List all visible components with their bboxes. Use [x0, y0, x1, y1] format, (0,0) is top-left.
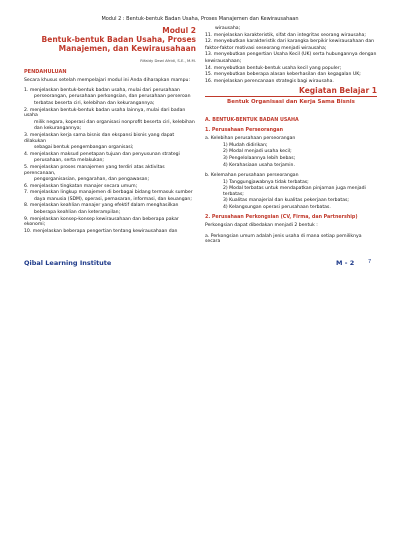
- running-header: Modul 2 : Bentuk-bentuk Badan Usaha, Proses Manajemen dan Kewirausahaan: [101, 16, 299, 22]
- text-line: 5. menjelaskan proses manajemen yang terdiri atas aktivitas perencanaan,: [24, 164, 165, 176]
- text-line: 4. menjelaskan maksud penetapan tujuan dan penyusunan strategi: [24, 151, 180, 157]
- activity-title: Kegiatan Belajar 1: [205, 86, 377, 97]
- text-line: sebagai bentuk pengembangan organisasi;: [34, 145, 134, 151]
- text-line: 1. menjelaskan bentuk-bentuk badan usaha, mulai dari perusahaan: [24, 87, 180, 93]
- text-line: 15. menyebutkan beberapa alasan keberhasilan dan kegagalan UK;: [205, 72, 361, 78]
- objectives-list-cont: [205, 26, 377, 84]
- activity-subtitle: Bentuk Organisasi dan Kerja Sama Bisnis: [227, 99, 355, 106]
- footer-module-ref: M - 2: [336, 259, 355, 267]
- text-line: wirausaha;: [215, 26, 241, 31]
- section-a-heading: A. BENTUK-BENTUK BADAN USAHA: [205, 117, 299, 123]
- text-line: 14. menyebutkan bentuk-bentuk usaha kecil yang populer;: [205, 65, 342, 71]
- text-line: [205, 169, 377, 172]
- text-line: 11. menjelaskan karakteristik, sifat dan integritas seorang wirausaha;: [205, 32, 366, 38]
- objectives-list: [24, 88, 196, 235]
- text-line: perusahaan, serta melakukan;: [34, 158, 104, 164]
- text-line: 3) Kualitas manajerial dan kualitas pekerjaan terbatas;: [223, 198, 349, 204]
- text-line: kewirausahaan;: [205, 58, 242, 64]
- text-line: 6. menjelaskan tingkatan manajer secara umum;: [24, 183, 138, 189]
- subsection-2-body: [205, 223, 377, 245]
- text-line: 1) Mudah didirikan;: [223, 142, 268, 148]
- text-line: beberapa keahlian dan keterampilan;: [34, 210, 121, 216]
- text-line: faktor-faktor motivasi seseorang menjadi wirausaha;: [205, 45, 327, 51]
- text-line: 8. menjelaskan keahlian manajer yang efektif dalam menghasilkan: [24, 203, 179, 209]
- subsection-1-heading: 1. Perusahaan Perseorangan: [205, 127, 284, 133]
- text-line: b. Kelemahan perusahaan perseorangan: [205, 173, 299, 179]
- text-line: 16. menjelaskan perencanaan strategis bagi wirausaha.: [205, 78, 334, 84]
- text-line: 13. menyebutkan pengertian Usaha Kecil (UK) serta hubungannya dengan: [205, 52, 377, 58]
- text-line: 2) Modal terbatas untuk mendapatkan pinjaman juga menjadi terbatas;: [223, 186, 366, 197]
- text-line: 3. menjelaskan kerja sama bisnis dan ekspansi bisnis yang dapat dilakukan: [24, 132, 175, 144]
- subsection-2-heading: 2. Perusahaan Perkongsian (CV, Firma, dan Partnership): [205, 214, 358, 220]
- text-line: 7. menjelaskan lingkup manajemen di berbagai bidang termasuk sumber: [24, 190, 193, 196]
- text-line: dan kekurangannya;: [34, 126, 82, 132]
- text-line: pengorganisasian, pengarahan, dan pengawasan;: [34, 177, 150, 183]
- text-line: Perkongsian dapat dibedakan menjadi 2 bentuk :: [205, 223, 318, 229]
- text-line: 2) Modal menjadi usaha kecil;: [223, 149, 292, 155]
- section-heading: PENDAHULUAN: [24, 68, 67, 75]
- module-title: Bentuk-bentuk Badan Usaha, Proses Manajemen, dan Kewirausahaan: [41, 35, 196, 53]
- subsection-1-body: [205, 136, 377, 211]
- text-line: 10. menjelaskan beberapa pengertian tentang kewirausahaan dan: [24, 228, 178, 234]
- left-column: [24, 26, 196, 235]
- text-line: 4) Kerahasiaan usaha terjamin.: [223, 162, 295, 168]
- module-author: Rifaldy Dewi Afridi, S.E., M.M.: [140, 58, 196, 63]
- footer-page-number: 7: [368, 259, 372, 265]
- text-line: milik negara, koperasi dan organisasi nonprofit beserta ciri, kelebihan: [34, 119, 195, 125]
- text-line: perseorangan, perusahaan perkongsian, dan perusahaan perseroan: [34, 94, 191, 100]
- footer-institute: Qibal Learning Institute: [24, 259, 112, 267]
- text-line: [205, 230, 377, 233]
- text-line: 3) Pengelolaannya lebih bebas;: [223, 155, 296, 161]
- intro-paragraph: Secara khusus setelah mempelajari modul ini Anda diharapkan mampu:: [24, 78, 190, 84]
- text-line: 4) Kelangsungan operasi perusahaan terbatas.: [223, 205, 331, 211]
- text-line: a. Perkongsian umum adalah jenis usaha di mana setiap pemiliknya secara: [205, 233, 362, 245]
- text-line: 1) Tanggungjawabnya tidak terbatas;: [223, 179, 309, 185]
- module-number: Modul 2: [162, 26, 196, 35]
- text-line: 12. menyebutkan karakteristik dari karangka berpikir kewirausahaan dan: [205, 39, 375, 45]
- text-line: daya manusia (SDM), operasi, pemasaran, informasi, dan keuangan;: [34, 196, 192, 202]
- text-line: terbatas beserta ciri, kelebihan dan kekurangannya;: [34, 100, 155, 106]
- text-line: a. Kelebihan perusahaan perseorangan: [205, 136, 296, 142]
- text-line: 2. menjelaskan bentuk-bentuk badan usaha lainnya, mulai dari badan usaha: [24, 107, 186, 119]
- text-line: 9. menjelaskan konsep-konsep kewirausahaan dan beberapa pakar ekonomi;: [24, 216, 179, 228]
- right-column: [205, 26, 377, 246]
